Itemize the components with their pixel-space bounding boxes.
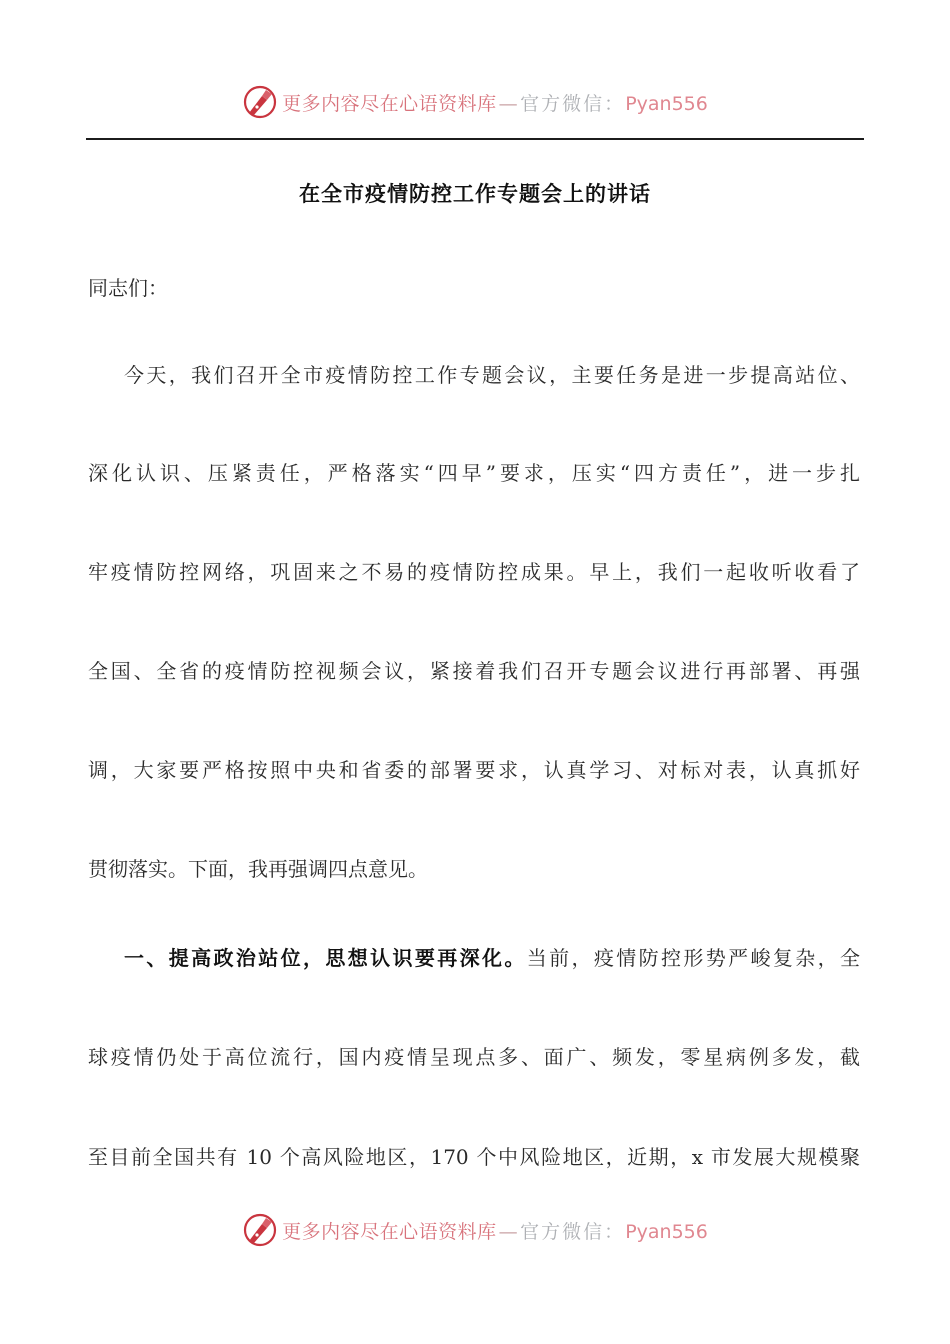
watermark-wechat-label: 官方微信： [520, 1220, 626, 1243]
watermark-dash: — [498, 1220, 519, 1243]
paragraph-line: 贯彻落实。下面，我再强调四点意见。 [88, 857, 428, 881]
section-text: 当前，疫情防控形势严峻复杂，全 [526, 946, 860, 970]
paragraph-line: 球疫情仍处于高位流行，国内疫情呈现点多、面广、频发，零星病例多发，截 [88, 1045, 860, 1069]
pen-nib-logo-icon [242, 84, 278, 120]
salutation: 同志们： [88, 276, 168, 300]
paragraph-line: 今天，我们召开全市疫情防控工作专题会议，主要任务是进一步提高站位、 [124, 363, 860, 387]
section-heading: 一、提高政治站位，思想认识要再深化。 [124, 946, 527, 970]
watermark-lead: 更多内容尽在心语资料库 [282, 1220, 497, 1243]
watermark-wechat-label: 官方微信： [520, 92, 626, 115]
watermark-account: Pyan556 [625, 92, 708, 115]
document-title: 在全市疫情防控工作专题会上的讲话 [299, 182, 651, 206]
watermark-lead: 更多内容尽在心语资料库 [282, 92, 497, 115]
footer-watermark [0, 1208, 950, 1252]
paragraph-line: 深化认识、压紧责任，严格落实“四早”要求，压实“四方责任”，进一步扎 [88, 461, 860, 485]
section-first-line [88, 943, 860, 973]
header-divider [86, 138, 864, 140]
pen-nib-logo-icon [242, 1212, 278, 1248]
paragraph-line: 全国、全省的疫情防控视频会议，紧接着我们召开专题会议进行再部署、再强 [88, 659, 860, 683]
watermark-dash: — [498, 92, 519, 115]
watermark-text [282, 1217, 708, 1244]
paragraph-line: 至目前全国共有 10 个高风险地区，170 个中风险地区，近期，x 市发展大规模聚 [88, 1145, 860, 1169]
watermark-account: Pyan556 [625, 1220, 708, 1243]
paragraph-line: 调，大家要严格按照中央和省委的部署要求，认真学习、对标对表，认真抓好 [88, 758, 860, 782]
paragraph-line: 牢疫情防控网络，巩固来之不易的疫情防控成果。早上，我们一起收听收看了 [88, 560, 860, 584]
header-watermark [0, 80, 950, 124]
watermark-text [282, 89, 708, 116]
